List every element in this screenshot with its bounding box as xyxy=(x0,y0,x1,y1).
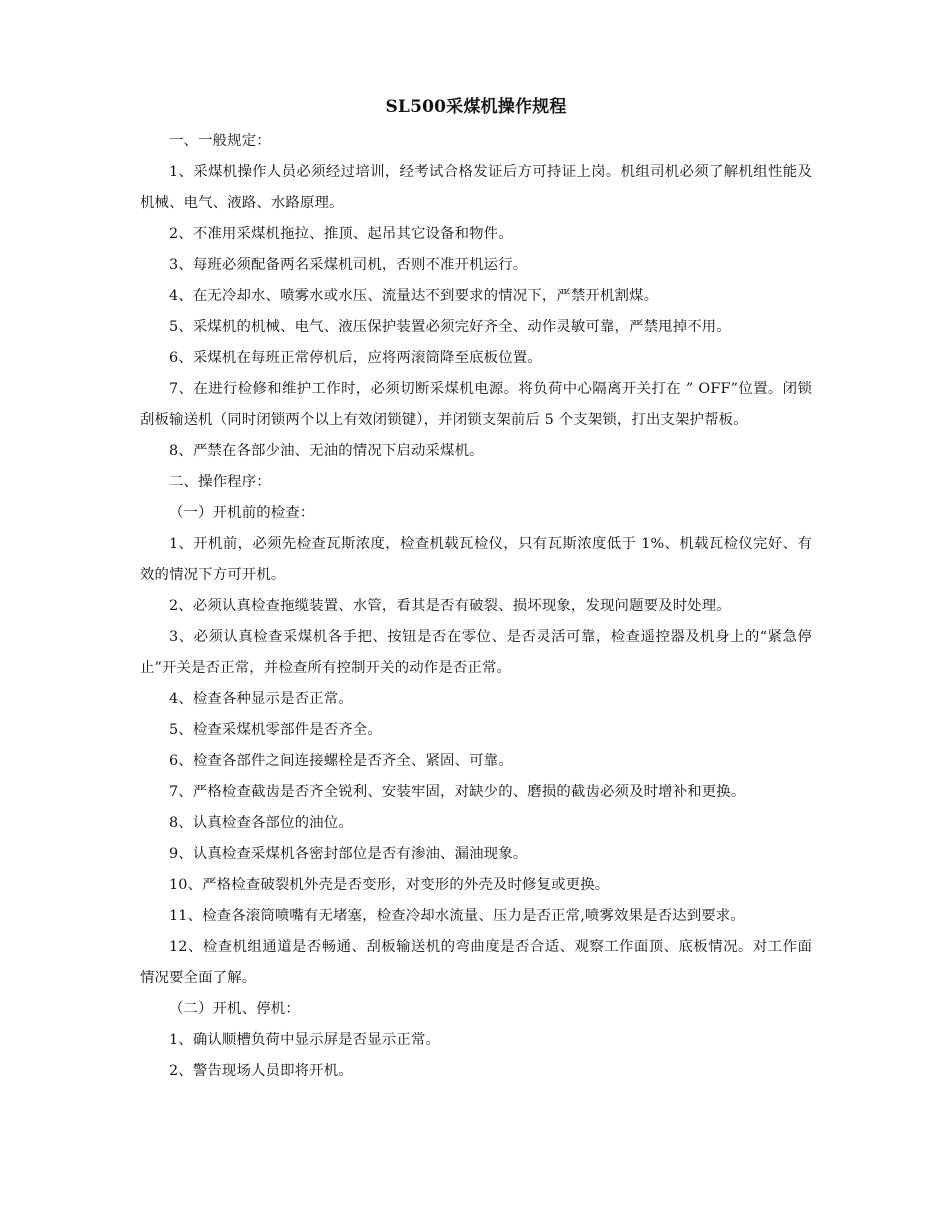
start-item-2: 2、警告现场人员即将开机。 xyxy=(169,1063,353,1079)
rule-item-7: 7、在进行检修和维护工作时，必须切断采煤机电源。将负荷中心隔离开关打在 ” OFF”位置。闭锁刮板输送机（同时闭锁两个以上有效闭锁键），并闭锁支架前后 5 个支架锁，打出支架护帮板。 xyxy=(140,381,812,428)
subsection-heading-pre-start-check: （一）开机前的检查： xyxy=(169,505,315,521)
rule-item-8: 8、严禁在各部少油、无油的情况下启动采煤机。 xyxy=(169,443,484,459)
check-item-8: 8、认真检查各部位的油位。 xyxy=(169,815,353,831)
check-item-12: 12、检查机组通道是否畅通、刮板输送机的弯曲度是否合适、观察工作面顶、底板情况。对工作面情况要全面了解。 xyxy=(140,939,812,986)
check-item-9: 9、认真检查采煤机各密封部位是否有渗油、漏油现象。 xyxy=(169,846,528,862)
section-heading-general-rules: 一、一般规定： xyxy=(169,133,271,149)
subsection-heading-start-stop: （二）开机、停机： xyxy=(169,1001,300,1017)
check-item-7: 7、严格检查截齿是否齐全锐利、安装牢固，对缺少的、磨损的截齿必须及时增补和更换。 xyxy=(169,784,746,800)
check-item-6: 6、检查各部件之间连接螺栓是否齐全、紧固、可靠。 xyxy=(169,753,513,769)
document-title: SL500采煤机操作规程 xyxy=(385,97,567,117)
check-item-4: 4、检查各种显示是否正常。 xyxy=(169,691,353,707)
document-page xyxy=(140,92,812,1087)
rule-item-2: 2、不准用采煤机拖拉、推顶、起吊其它设备和物件。 xyxy=(169,226,513,242)
rule-item-6: 6、采煤机在每班正常停机后，应将两滚筒降至底板位置。 xyxy=(169,350,542,366)
check-item-11: 11、检查各滚筒喷嘴有无堵塞，检查冷却水流量、压力是否正常,喷雾效果是否达到要求。 xyxy=(169,908,745,924)
rule-item-5: 5、采煤机的机械、电气、液压保护装置必须完好齐全、动作灵敏可靠，严禁甩掉不用。 xyxy=(169,319,731,335)
check-item-5: 5、检查采煤机零部件是否齐全。 xyxy=(169,722,382,738)
check-item-1: 1、开机前，必须先检查瓦斯浓度，检查机载瓦检仪，只有瓦斯浓度低于 1%、机载瓦检仪完好、有效的情况下方可开机。 xyxy=(140,536,812,583)
start-item-1: 1、确认顺槽负荷中显示屏是否显示正常。 xyxy=(169,1032,441,1048)
check-item-10: 10、严格检查破裂机外壳是否变形，对变形的外壳及时修复或更换。 xyxy=(169,877,610,893)
section-heading-operating-procedure: 二、操作程序： xyxy=(169,474,271,490)
rule-item-4: 4、在无冷却水、喷雾水或水压、流量达不到要求的情况下，严禁开机割煤。 xyxy=(169,288,659,304)
rule-item-1: 1、采煤机操作人员必须经过培训，经考试合格发证后方可持证上岗。机组司机必须了解机组性能及机械、电气、液路、水路原理。 xyxy=(140,164,812,211)
rule-item-3: 3、每班必须配备两名采煤机司机，否则不准开机运行。 xyxy=(169,257,528,273)
check-item-3: 3、必须认真检查采煤机各手把、按钮是否在零位、是否灵活可靠，检查遥控器及机身上的“紧急停止”开关是否正常，并检查所有控制开关的动作是否正常。 xyxy=(140,629,812,676)
check-item-2: 2、必须认真检查拖缆装置、水管，看其是否有破裂、损坏现象，发现问题要及时处理。 xyxy=(169,598,731,614)
